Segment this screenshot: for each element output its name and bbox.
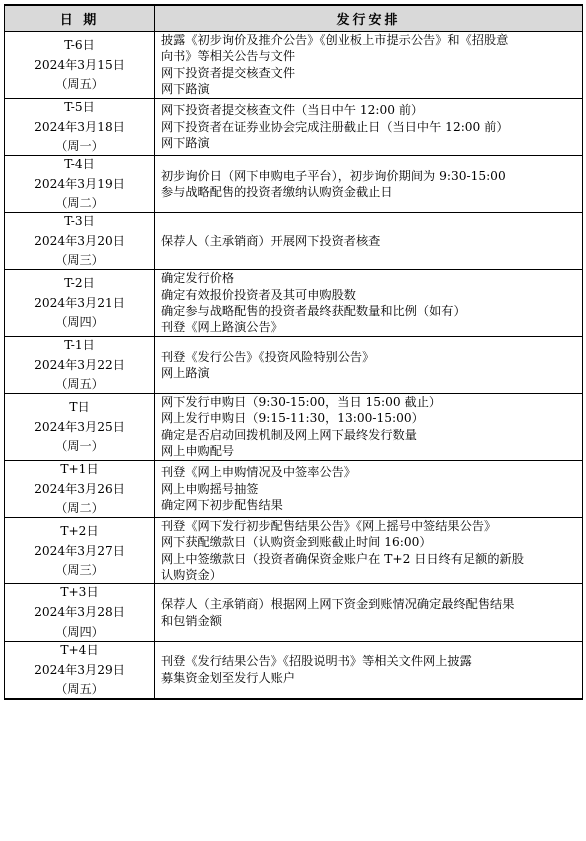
date-cell — [5, 517, 155, 584]
arrangement-line: 网上发行申购日（9:15-11:30，13:00-15:00） — [161, 411, 424, 426]
calendar-date: 2024年3月28日 — [34, 605, 125, 620]
day-label: T+3日 — [60, 585, 99, 600]
calendar-date: 2024年3月19日 — [34, 176, 125, 191]
arrangement-line: 确定有效报价投资者及其可申购股数 — [161, 287, 356, 302]
calendar-date: 2024年3月27日 — [34, 543, 125, 558]
weekday-label: （周一） — [55, 438, 104, 453]
arrangement-line: 保荐人（主承销商）根据网上网下资金到账情况确定最终配售结果 — [161, 597, 515, 612]
schedule-row — [5, 641, 583, 699]
calendar-date: 2024年3月18日 — [34, 119, 125, 134]
schedule-row — [5, 32, 583, 99]
date-cell — [5, 641, 155, 699]
date-cell — [5, 98, 155, 155]
arrangement-line: 网上中签缴款日（投资者确保资金账户在 T+2 日日终有足额的新股 — [161, 551, 524, 566]
weekday-label: （周四） — [55, 624, 104, 639]
date-cell — [5, 394, 155, 461]
arrangement-line: 网下获配缴款日（认购资金到账截止时间 16:00） — [161, 535, 432, 550]
arrangement-line: 刊登《发行公告》《投资风险特别公告》 — [161, 349, 375, 364]
schedule-table-wrapper — [4, 4, 582, 700]
arrangement-line: 刊登《网上路演公告》 — [161, 320, 283, 335]
table-header-row — [5, 5, 583, 32]
date-cell — [5, 213, 155, 270]
arrangement-cell — [155, 32, 583, 99]
arrangement-cell — [155, 584, 583, 641]
arrangement-line: 网上申购摇号抽签 — [161, 481, 259, 496]
arrangement-line: 网上申购配号 — [161, 444, 235, 459]
arrangement-line: 确定参与战略配售的投资者最终获配数量和比例（如有） — [161, 304, 466, 318]
schedule-row — [5, 213, 583, 270]
arrangement-cell — [155, 517, 583, 584]
arrangement-line: 刊登《网上申购情况及中签率公告》 — [161, 465, 356, 480]
arrangement-line: 初步询价日（网下申购电子平台），初步询价期间为 9:30-15:00 — [161, 168, 506, 183]
calendar-date: 2024年3月26日 — [34, 481, 125, 496]
arrangement-line: 网上路演 — [161, 365, 210, 380]
weekday-label: （周五） — [55, 76, 104, 91]
arrangement-line: 刊登《网下发行初步配售结果公告》《网上摇号中签结果公告》 — [161, 518, 497, 533]
arrangement-line: 网下投资者提交核查文件 — [161, 65, 296, 80]
weekday-label: （周三） — [55, 253, 104, 268]
schedule-row — [5, 460, 583, 517]
date-cell — [5, 32, 155, 99]
arrangement-line: 募集资金划至发行人账户 — [161, 670, 296, 685]
arrangement-cell — [155, 336, 583, 393]
arrangement-cell — [155, 394, 583, 461]
weekday-label: （周一） — [55, 138, 104, 153]
calendar-date: 2024年3月15日 — [34, 57, 125, 72]
schedule-row — [5, 98, 583, 155]
arrangement-line: 参与战略配售的投资者缴纳认购资金截止日 — [161, 184, 393, 199]
arrangement-line: 刊登《发行结果公告》《招股说明书》等相关文件网上披露 — [161, 654, 472, 669]
arrangement-line: 网下路演 — [161, 135, 210, 150]
arrangement-line: 确定网下初步配售结果 — [161, 497, 283, 512]
schedule-row — [5, 394, 583, 461]
arrangement-line: 网下路演 — [161, 82, 210, 97]
date-cell — [5, 270, 155, 337]
day-label: T日 — [69, 399, 90, 414]
day-label: T-1日 — [64, 337, 95, 352]
arrangement-line: 披露《初步询价及推介公告》《创业板上市提示公告》和《招股意 — [161, 33, 509, 47]
weekday-label: （周五） — [55, 377, 104, 391]
calendar-date: 2024年3月29日 — [34, 662, 125, 677]
arrangement-line: 保荐人（主承销商）开展网下投资者核查 — [161, 233, 381, 248]
weekday-label: （周五） — [55, 681, 104, 696]
arrangement-cell — [155, 460, 583, 517]
weekday-label: （周二） — [55, 196, 104, 210]
issuance-schedule-table — [4, 4, 583, 700]
day-label: T-5日 — [64, 99, 95, 114]
schedule-row — [5, 336, 583, 393]
arrangement-line: 向书》等相关公告与文件 — [161, 49, 296, 64]
day-label: T-3日 — [64, 214, 95, 228]
weekday-label: （周二） — [55, 500, 104, 515]
calendar-date: 2024年3月22日 — [34, 357, 125, 372]
date-column-header: 日 期 — [5, 5, 155, 32]
weekday-label: （周四） — [55, 315, 104, 330]
arrangement-line: 认购资金） — [161, 568, 222, 583]
arrangement-line: 网下投资者提交核查文件（当日中午 12:00 前） — [161, 103, 424, 118]
date-cell — [5, 155, 155, 212]
date-cell — [5, 336, 155, 393]
date-cell — [5, 460, 155, 517]
arrangement-line: 确定发行价格 — [161, 271, 235, 286]
arrangement-line: 网下发行申购日（9:30-15:00，当日 15:00 截止） — [161, 395, 442, 409]
weekday-label: （周三） — [55, 562, 104, 577]
day-label: T+1日 — [60, 461, 99, 476]
day-label: T+4日 — [60, 642, 99, 657]
arrangement-cell — [155, 213, 583, 270]
schedule-row — [5, 155, 583, 212]
arrangement-column-header: 发行安排 — [155, 5, 583, 32]
arrangement-line: 确定是否启动回拨机制及网上网下最终发行数量 — [161, 427, 417, 442]
day-label: T-2日 — [64, 275, 95, 290]
arrangement-cell — [155, 155, 583, 212]
day-label: T-4日 — [64, 156, 95, 171]
schedule-row — [5, 270, 583, 337]
calendar-date: 2024年3月20日 — [34, 234, 125, 248]
calendar-date: 2024年3月21日 — [34, 295, 125, 310]
arrangement-cell — [155, 98, 583, 155]
date-cell — [5, 584, 155, 641]
schedule-row — [5, 517, 583, 584]
day-label: T+2日 — [60, 523, 99, 538]
day-label: T-6日 — [64, 37, 95, 52]
arrangement-line: 网下投资者在证券业协会完成注册截止日（当日中午 12:00 前） — [161, 119, 509, 134]
calendar-date: 2024年3月25日 — [34, 419, 125, 434]
schedule-row — [5, 584, 583, 641]
arrangement-cell — [155, 270, 583, 337]
arrangement-line: 和包销金额 — [161, 613, 222, 628]
arrangement-cell — [155, 641, 583, 699]
